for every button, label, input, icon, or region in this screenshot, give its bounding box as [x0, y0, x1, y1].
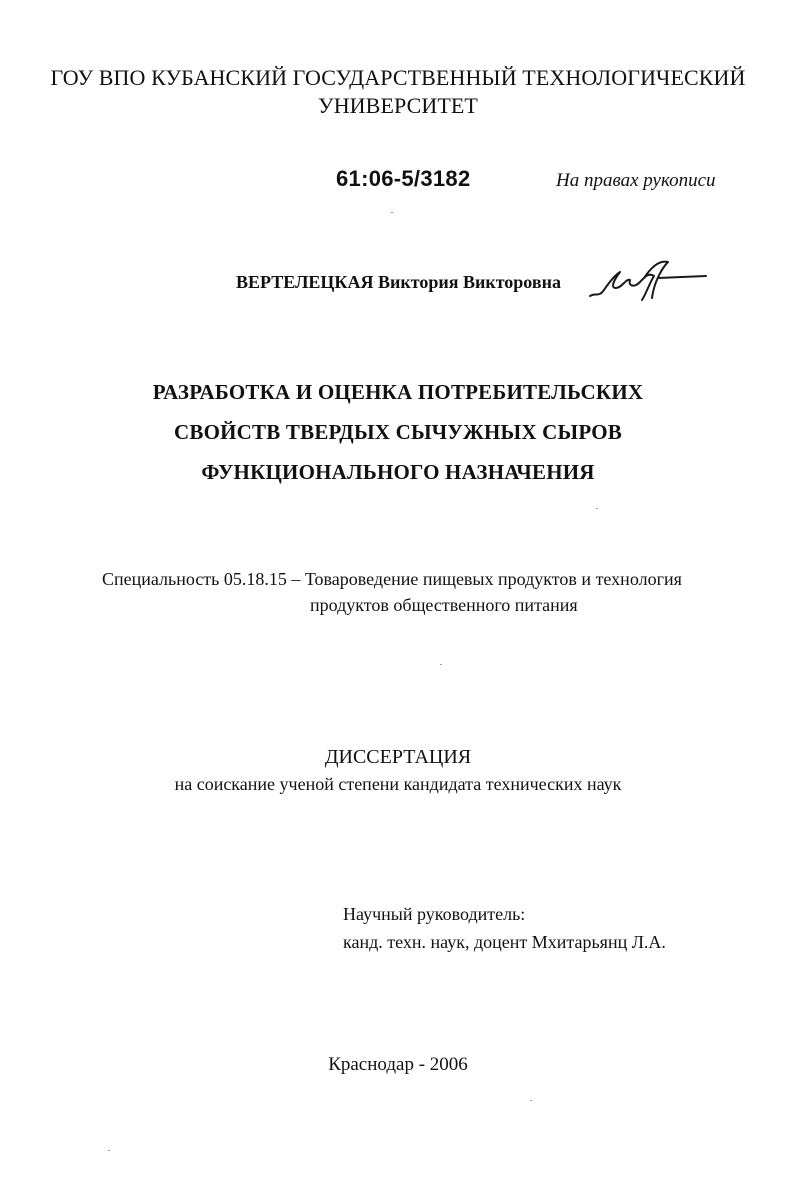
scan-speck	[530, 1100, 532, 1101]
scan-speck	[391, 212, 393, 213]
rights-note: На правах рукописи	[556, 170, 716, 191]
specialty-line-2: продуктов общественного питания	[310, 595, 578, 615]
supervisor-label: Научный руководитель:	[343, 904, 526, 924]
title-line-3: ФУНКЦИОНАЛЬНОГО НАЗНАЧЕНИЯ	[201, 460, 595, 484]
scan-speck	[440, 664, 442, 665]
scan-speck	[596, 508, 598, 509]
institution-header	[0, 64, 796, 120]
scan-speck	[108, 1150, 110, 1151]
author-name: ВЕРТЕЛЕЦКАЯ Виктория Викторовна	[236, 272, 561, 292]
document-type: ДИССЕРТАЦИЯ	[324, 746, 472, 768]
specialty-line-1: Специальность 05.18.15 – Товароведение пищевых продуктов и технология	[102, 569, 682, 589]
supervisor-name: канд. техн. наук, доцент Мхитарьянц Л.А.	[343, 932, 666, 952]
city-year: Краснодар - 2006	[328, 1054, 468, 1075]
catalog-code: 61:06-5/3182	[336, 166, 471, 191]
signature-icon	[588, 258, 708, 308]
dissertation-title	[0, 372, 796, 492]
institution-line-2: УНИВЕРСИТЕТ	[318, 93, 478, 118]
title-line-1: РАЗРАБОТКА И ОЦЕНКА ПОТРЕБИТЕЛЬСКИХ	[152, 380, 644, 404]
title-line-2: СВОЙСТВ ТВЕРДЫХ СЫЧУЖНЫХ СЫРОВ	[174, 420, 622, 444]
degree-line: на соискание ученой степени кандидата технических наук	[174, 774, 622, 794]
institution-line-1: ГОУ ВПО КУБАНСКИЙ ГОСУДАРСТВЕННЫЙ ТЕХНОЛОГИЧЕСКИЙ	[50, 65, 746, 90]
supervisor-block	[343, 900, 666, 956]
